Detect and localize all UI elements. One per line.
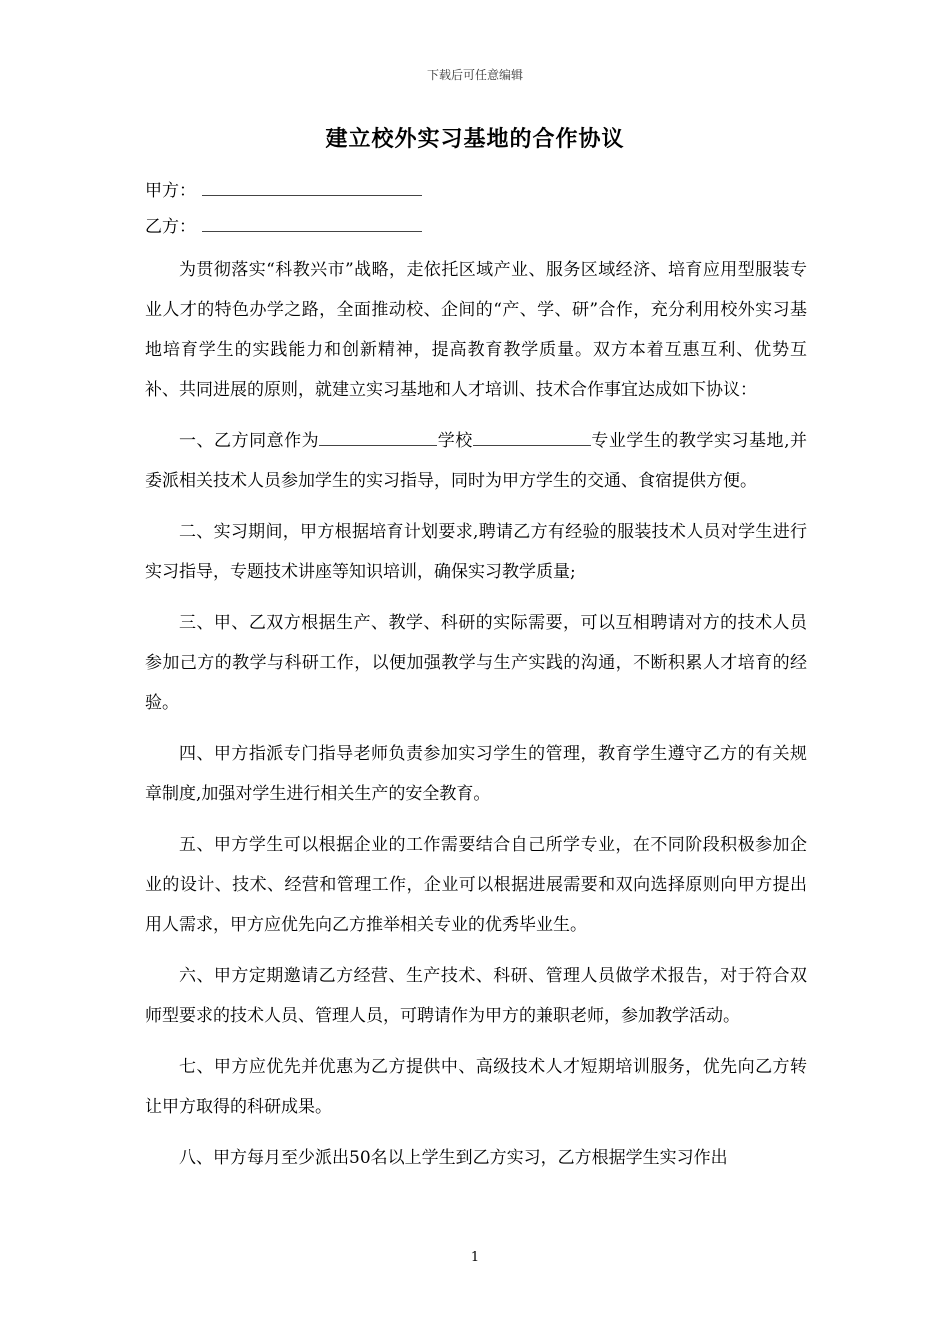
clause-2: 二、实习期间，甲方根据培育计划要求,聘请乙方有经验的服装技术人员对学生进行实习指导，专题技术讲座等知识培训，确保实习教学质量; bbox=[145, 522, 807, 582]
clause-3: 三、甲、乙双方根据生产、教学、科研的实际需要，可以互相聘请对方的技术人员参加己方的教学与科研工作，以便加强教学与生产实践的沟通，不断积累人才培育的经验。 bbox=[145, 613, 807, 713]
clause-6: 六、甲方定期邀请乙方经营、生产技术、科研、管理人员做学术报告，对于符合双师型要求的技术人员、管理人员，可聘请作为甲方的兼职老师，参加教学活动。 bbox=[145, 966, 807, 1026]
agreement-body bbox=[145, 250, 807, 1189]
document-title: 建立校外实习基地的合作协议 bbox=[325, 126, 625, 152]
clause-4: 四、甲方指派专门指导老师负责参加实习学生的管理，教育学生遵守乙方的有关规章制度,加强对学生进行相关生产的安全教育。 bbox=[145, 744, 807, 804]
clause-1-part-2: 学校 bbox=[437, 431, 473, 451]
clause-7: 七、甲方应优先并优惠为乙方提供中、高级技术人才短期培训服务，优先向乙方转让甲方取得的科研成果。 bbox=[145, 1057, 807, 1117]
intro-paragraph: 为贯彻落实“科教兴市”战略，走依托区域产业、服务区域经济、培育应用型服装专业人才的特色办学之路，全面推动校、企间的“产、学、研”合作，充分利用校外实习基地培育学生的实践能力和创新精神，提高教育教学质量。双方本着互惠互利、优势互补、共同进展的原则，就建立实习基地和人才培训、技术合作事宜达成如下协议： bbox=[145, 260, 807, 400]
clause-1-part-1: 一、乙方同意作为 bbox=[179, 431, 320, 451]
party-a-line bbox=[145, 176, 422, 201]
party-b-label: 乙方： bbox=[145, 217, 196, 237]
party-b-line bbox=[145, 212, 422, 237]
party-b-blank bbox=[202, 217, 422, 232]
school-blank bbox=[319, 431, 437, 446]
clause-5: 五、甲方学生可以根据企业的工作需要结合自己所学专业，在不同阶段积极参加企业的设计、技术、经营和管理工作，企业可以根据进展需要和双向选择原则向甲方提出用人需求，甲方应优先向乙方推举相关专业的优秀毕业生。 bbox=[145, 835, 807, 935]
party-a-label: 甲方： bbox=[145, 181, 196, 201]
page-number: 1 bbox=[470, 1250, 480, 1265]
clause-1 bbox=[145, 421, 807, 501]
page-header: 下载后可任意编辑 bbox=[426, 68, 523, 82]
clause-1-part-3: 专业学生的教学实习基地,并委派相关技术人员参加学生的实习指导，同时为甲方学生的交通、食宿提供方便。 bbox=[145, 431, 808, 491]
party-a-blank bbox=[202, 181, 422, 196]
clause-8: 八、甲方每月至少派出50名以上学生到乙方实习，乙方根据学生实习作出 bbox=[179, 1148, 728, 1168]
major-blank bbox=[473, 431, 591, 446]
